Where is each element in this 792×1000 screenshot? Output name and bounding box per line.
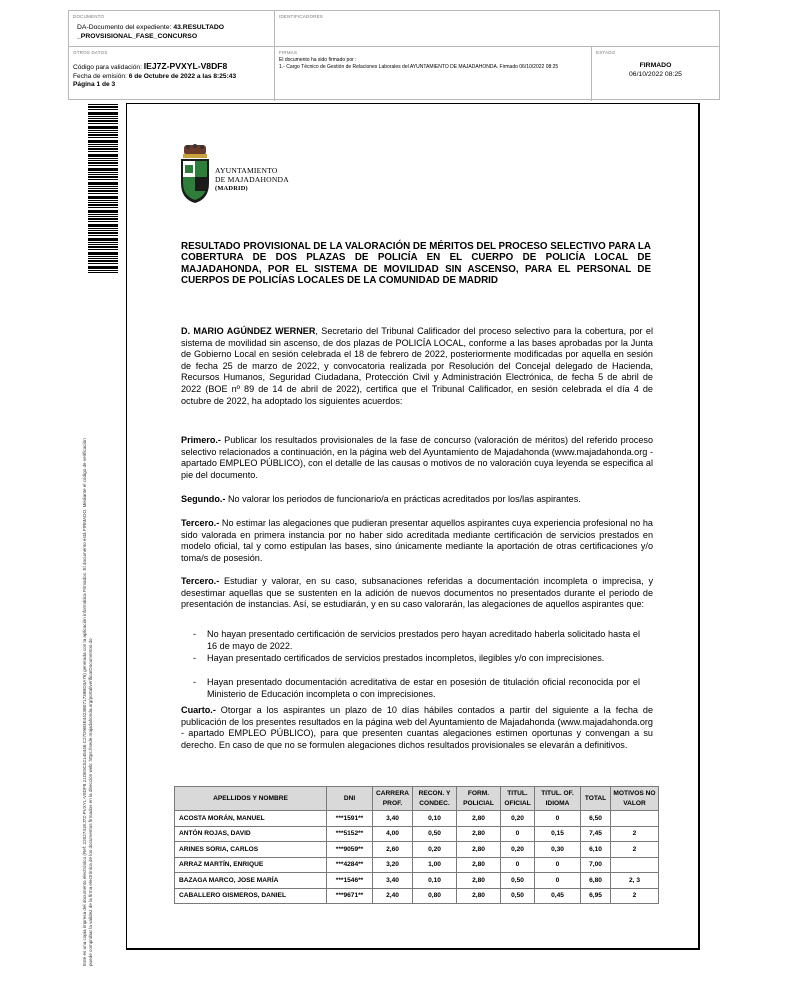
- otros-datos-header: OTROS DATOS: [73, 50, 108, 55]
- list-item: - Hayan presentado certificados de servicios prestados incompletos, ilegibles y/o con imprecisiones.: [193, 653, 605, 663]
- column-header: TITUL. OFICIAL: [501, 787, 535, 811]
- column-header: TOTAL: [581, 787, 611, 811]
- identificadores-header: IDENTIFICADORES: [279, 14, 324, 19]
- table-row: BAZAGA MARCO, JOSE MARÍA ***1546** 3,40 0,10 2,80 0,50 0 6,80 2, 3: [175, 873, 659, 889]
- documento-cell: [69, 11, 275, 47]
- estado-header: ESTADO: [596, 50, 616, 55]
- tercero-paragraph-2: Tercero.- Estudiar y valorar, en su caso, subsanaciones referidas a documentación incompleta o imprecisa, y desestimar aquellas que se sustenten en la adición de nuevos documentos no presentados durante el periodo de presentación de instancias. Así, se estudiarán, y en su caso valorarán, las alegaciones de aquellos aspirantes que:: [181, 576, 653, 610]
- results-table: [174, 786, 659, 904]
- column-header: DNI: [327, 787, 373, 811]
- barcode: [88, 104, 118, 274]
- estado-cell: [592, 47, 719, 101]
- documento-header: DOCUMENTO: [73, 14, 105, 19]
- status-badge: FIRMADO: [639, 62, 672, 69]
- document-title: RESULTADO PROVISIONAL DE LA VALORACIÓN DE MÉRITOS DEL PROCESO SELECTIVO PARA LA COBERTURA DE DOS PLAZAS DE POLICÍA EN EL CUERPO DE POLICÍA LOCAL DE MAJADAHONDA, POR EL SISTEMA DE MOVILIDAD SIN ASCENSO, PARA EL PERSONAL DE CUERPOS DE POLICÍAS LOCALES DE LA COMUNIDAD DE MADRID: [181, 241, 651, 287]
- page-indicator: Página 1 de 3: [73, 81, 116, 89]
- document-metadata-box: [68, 10, 720, 100]
- table-header-row: [175, 787, 659, 811]
- column-header: APELLIDOS Y NOMBRE: [175, 787, 327, 811]
- column-header: MOTIVOS NO VALOR: [611, 787, 659, 811]
- vertical-verification-note: Este es una copia impresa del documento electrónico (Ref: 2202741EJ7Z-PVXYL-V8DF8 21DE9C52145446 C27D9B3E4423B071739BD3A76) generada con la aplicación informática Firmadoc. El documento está FIRMADO. Mediante el código de verificación puede comprobar la validez de la firma electrónica de los documentos firmados en la dirección web: https://sede.majadahonda.org/portal/verificarDocumentos.do: [82, 438, 93, 966]
- status-date: 06/10/2022 08:25: [629, 71, 682, 78]
- list-item: - Hayan presentado documentación acreditativa de estar en posesión de titulación oficial reconocida por el Ministerio de Educación incompleta o con imprecisiones.: [193, 677, 640, 699]
- primero-paragraph: Primero.- Publicar los resultados provisionales de la fase de concurso (valoración de méritos) del referido proceso selectivo relacionados a continuación, en la página web del Ayuntamiento de Majadahonda (www.majadahonda.org - apartado EMPLEO PÚBLICO), con el detalle de las causas o motivos de no valoración cuya leyenda se especifica al pie del documento.: [181, 435, 653, 480]
- emission-date: 6 de Octubre de 2022 a las 8:25:43: [128, 72, 237, 80]
- identificadores-cell: [275, 11, 719, 47]
- firmas-header: FIRMAS: [279, 50, 298, 55]
- table-row: CABALLERO GISMEROS, DANIEL ***9671** 2,40 0,80 2,80 0,50 0,45 6,95 2: [175, 888, 659, 904]
- table-row: ARRAZ MARTÍN, ENRIQUE ***4284** 3,20 1,00 2,80 0 0 7,00: [175, 857, 659, 873]
- coat-of-arms-logo: [178, 143, 212, 205]
- table-row: ARINES SORIA, CARLOS ***9059** 2,60 0,20 2,80 0,20 0,30 6,10 2: [175, 842, 659, 858]
- cuarto-paragraph: Cuarto.- Otorgar a los aspirantes un plazo de 10 días hábiles contados a partir del siguiente a la fecha de publicación de los presentes resultados en la página web del Ayuntamiento de Majadahonda (www.majadahonda.org - apartado EMPLEO PÚBLICO), para que presenten cuantas alegaciones estimen oportunas y convengan a su derecho. En caso de que no se formulen alegaciones dichos resultados provisionales se elevarán a definitivos.: [181, 705, 653, 750]
- column-header: RECON. Y CONDEC.: [413, 787, 457, 811]
- otros-datos-cell: OTROS DATOS Código para validación: IEJ7Z-PVXYL-V8DF8 Fecha de emisión: 6 de Octubre de 2022 a las 8:25:43 Página 1 de 3: [69, 47, 275, 101]
- table-row: ANTÓN ROJAS, DAVID ***5152** 4,00 0,50 2,80 0 0,15 7,45 2: [175, 826, 659, 842]
- table-row: ACOSTA MORÁN, MANUEL ***1591** 3,40 0,10 2,80 0,20 0 6,50: [175, 811, 659, 827]
- tercero-paragraph-1: Tercero.- No estimar las alegaciones que pudieran presentar aquellos aspirantes cuya experiencia profesional no ha sido valorada en primera instancia por no haber sido acreditada mediante certificación de servicios prestados en modelo oficial, tal y como estipulan las bases, sino únicamente mediante la aportación de otras certificaciones y/o toma/s de posesión.: [181, 518, 653, 563]
- list-item: - No hayan presentado certificación de servicios prestados pero hayan acreditado haberla solicitado hasta el 16 de mayo de 2022.: [193, 629, 640, 651]
- municipality-name: AYUNTAMIENTO DE MAJADAHONDA (MADRID): [215, 166, 289, 193]
- documento-value: DA-Documento del expediente: 43.RESULTADO _PROVSISIONAL_FASE_CONCURSO: [77, 24, 225, 40]
- validation-code: IEJ7Z-PVXYL-V8DF8: [143, 61, 228, 71]
- column-header: TITUL. OF. IDIOMA: [535, 787, 581, 811]
- intro-paragraph: D. MARIO AGÚNDEZ WERNER, Secretario del Tribunal Calificador del proceso selectivo para la cobertura, por el sistema de movilidad sin ascenso, de dos plazas de POLICÍA LOCAL, conforme a las bases aprobadas por la Junta de Gobierno Local en sesión celebrada el 18 de febrero de 2022, posteriormente modificadas por aquella en sesión de fecha 25 de marzo de 2022, y convocatoria realizada por Resolución del Concejal delegado de Hacienda, Recursos Humanos, Seguridad Ciudadana, Protección Civil y Administración Electrónica, de fecha 5 de abril de 2022 (BOE nº 89 de 14 de abril de 2022), certifica que el Tribunal Calificador, en sesión celebrada el día 4 de octubre de 2022, ha adoptado los siguientes acuerdos:: [181, 326, 653, 406]
- firmas-cell: FIRMAS El documento ha sido firmado por : 1.- Cargo Técnico de Gestión de Relaciones Laborales del AYUNTAMIENTO DE MAJADAHONDA. Firmado 06/10/2022 08:25: [275, 47, 592, 101]
- column-header: CARRERA PROF.: [373, 787, 413, 811]
- segundo-paragraph: Segundo.- No valorar los periodos de funcionario/a en prácticas acreditados por los/las aspirantes.: [181, 494, 581, 504]
- column-header: FORM. POLICIAL: [457, 787, 501, 811]
